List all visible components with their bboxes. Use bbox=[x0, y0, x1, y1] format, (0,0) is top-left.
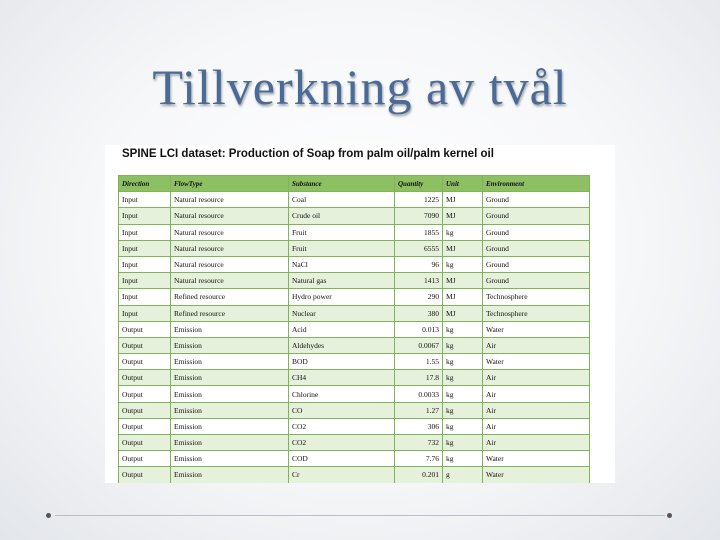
table-cell: 17.8 bbox=[395, 370, 443, 386]
table-cell: kg bbox=[443, 224, 483, 240]
table-cell: Air bbox=[483, 402, 590, 418]
table-cell: MJ bbox=[443, 240, 483, 256]
table-cell: Fruit bbox=[289, 224, 395, 240]
table-cell: 96 bbox=[395, 256, 443, 272]
table-cell: kg bbox=[443, 256, 483, 272]
table-cell: CH4 bbox=[289, 370, 395, 386]
table-cell: Aldehydes bbox=[289, 337, 395, 353]
table-cell: Refined resource bbox=[171, 289, 289, 305]
table-cell: Natural resource bbox=[171, 192, 289, 208]
table-cell: kg bbox=[443, 418, 483, 434]
table-cell: Natural resource bbox=[171, 273, 289, 289]
table-row bbox=[119, 289, 590, 305]
table-cell: 7.76 bbox=[395, 451, 443, 467]
table-cell: kg bbox=[443, 370, 483, 386]
table-row bbox=[119, 240, 590, 256]
table-cell: Water bbox=[483, 451, 590, 467]
table-cell: Input bbox=[119, 240, 171, 256]
table-row bbox=[119, 451, 590, 467]
table-cell: NaCl bbox=[289, 256, 395, 272]
table-cell: Emission bbox=[171, 370, 289, 386]
table-cell: 1.55 bbox=[395, 354, 443, 370]
table-cell: Output bbox=[119, 386, 171, 402]
table-cell: Natural resource bbox=[171, 256, 289, 272]
table-cell: Output bbox=[119, 467, 171, 483]
table-cell: Emission bbox=[171, 402, 289, 418]
table-cell: Natural resource bbox=[171, 224, 289, 240]
table-cell: Output bbox=[119, 402, 171, 418]
table-cell: Emission bbox=[171, 435, 289, 451]
table-row bbox=[119, 256, 590, 272]
table-cell: Ground bbox=[483, 240, 590, 256]
slide-title: Tillverkning av tvål bbox=[152, 59, 568, 115]
table-cell: Hydro power bbox=[289, 289, 395, 305]
column-header: Substance bbox=[289, 176, 395, 192]
table-cell: Emission bbox=[171, 354, 289, 370]
dataset-image-panel bbox=[105, 145, 615, 483]
table-cell: Air bbox=[483, 386, 590, 402]
lci-table bbox=[118, 175, 590, 483]
table-cell: Air bbox=[483, 337, 590, 353]
table-cell: Technosphere bbox=[483, 305, 590, 321]
table-cell: MJ bbox=[443, 192, 483, 208]
bottom-divider-line bbox=[55, 515, 665, 516]
table-cell: Fruit bbox=[289, 240, 395, 256]
table-cell: CO2 bbox=[289, 435, 395, 451]
table-cell: Ground bbox=[483, 224, 590, 240]
table-cell: Nuclear bbox=[289, 305, 395, 321]
table-cell: Emission bbox=[171, 321, 289, 337]
table-cell: g bbox=[443, 467, 483, 483]
table-cell: CO2 bbox=[289, 418, 395, 434]
table-cell: Emission bbox=[171, 451, 289, 467]
table-cell: Emission bbox=[171, 337, 289, 353]
table-row bbox=[119, 192, 590, 208]
table-cell: Output bbox=[119, 354, 171, 370]
table-cell: Output bbox=[119, 451, 171, 467]
table-cell: MJ bbox=[443, 273, 483, 289]
table-cell: 1225 bbox=[395, 192, 443, 208]
table-row bbox=[119, 224, 590, 240]
table-cell: Output bbox=[119, 321, 171, 337]
table-cell: Natural resource bbox=[171, 240, 289, 256]
table-cell: Output bbox=[119, 370, 171, 386]
table-cell: kg bbox=[443, 321, 483, 337]
table-row bbox=[119, 370, 590, 386]
table-cell: Input bbox=[119, 289, 171, 305]
table-cell: COD bbox=[289, 451, 395, 467]
left-ornament-dot bbox=[46, 513, 51, 518]
table-cell: Ground bbox=[483, 192, 590, 208]
table-cell: 0.201 bbox=[395, 467, 443, 483]
table-row bbox=[119, 208, 590, 224]
table-row bbox=[119, 305, 590, 321]
table-row bbox=[119, 418, 590, 434]
table-cell: 1413 bbox=[395, 273, 443, 289]
table-cell: Input bbox=[119, 208, 171, 224]
table-cell: Input bbox=[119, 224, 171, 240]
right-ornament-dot bbox=[667, 513, 672, 518]
table-cell: Ground bbox=[483, 256, 590, 272]
column-header: Quantity bbox=[395, 176, 443, 192]
table-cell: Water bbox=[483, 354, 590, 370]
table-cell: 306 bbox=[395, 418, 443, 434]
table-header-row bbox=[119, 176, 590, 192]
table-row bbox=[119, 386, 590, 402]
table-cell: kg bbox=[443, 451, 483, 467]
table-cell: 6555 bbox=[395, 240, 443, 256]
table-cell: 1855 bbox=[395, 224, 443, 240]
table-cell: MJ bbox=[443, 289, 483, 305]
table-cell: Ground bbox=[483, 273, 590, 289]
table-cell: kg bbox=[443, 354, 483, 370]
table-cell: Natural resource bbox=[171, 208, 289, 224]
table-cell: MJ bbox=[443, 305, 483, 321]
table-cell: 1.27 bbox=[395, 402, 443, 418]
table-cell: 7090 bbox=[395, 208, 443, 224]
table-cell: Refined resource bbox=[171, 305, 289, 321]
table-cell: 732 bbox=[395, 435, 443, 451]
table-cell: kg bbox=[443, 402, 483, 418]
table-cell: Cr bbox=[289, 467, 395, 483]
table-cell: Output bbox=[119, 337, 171, 353]
table-cell: Technosphere bbox=[483, 289, 590, 305]
column-header: Unit bbox=[443, 176, 483, 192]
table-row bbox=[119, 467, 590, 483]
table-cell: kg bbox=[443, 337, 483, 353]
table-cell: Emission bbox=[171, 386, 289, 402]
table-cell: Chlorine bbox=[289, 386, 395, 402]
table-cell: Ground bbox=[483, 208, 590, 224]
dataset-title: SPINE LCI dataset: Production of Soap from palm oil/palm kernel oil bbox=[122, 148, 494, 160]
table-cell: Water bbox=[483, 467, 590, 483]
table-cell: Emission bbox=[171, 418, 289, 434]
table-cell: Input bbox=[119, 273, 171, 289]
table-cell: 290 bbox=[395, 289, 443, 305]
table-cell: Water bbox=[483, 321, 590, 337]
table-cell: Crude oil bbox=[289, 208, 395, 224]
table-cell: Air bbox=[483, 370, 590, 386]
table-cell: Input bbox=[119, 305, 171, 321]
table-row bbox=[119, 354, 590, 370]
table-row bbox=[119, 337, 590, 353]
table-cell: 0.0067 bbox=[395, 337, 443, 353]
table-row bbox=[119, 435, 590, 451]
table-cell: kg bbox=[443, 386, 483, 402]
table-cell: Coal bbox=[289, 192, 395, 208]
table-cell: kg bbox=[443, 435, 483, 451]
table-cell: Output bbox=[119, 418, 171, 434]
table-cell: CO bbox=[289, 402, 395, 418]
table-cell: Input bbox=[119, 192, 171, 208]
table-cell: Input bbox=[119, 256, 171, 272]
table-cell: Emission bbox=[171, 467, 289, 483]
table-row bbox=[119, 321, 590, 337]
table-cell: 0.013 bbox=[395, 321, 443, 337]
table-cell: 380 bbox=[395, 305, 443, 321]
table-row bbox=[119, 273, 590, 289]
table-cell: Acid bbox=[289, 321, 395, 337]
table-cell: Air bbox=[483, 418, 590, 434]
table-cell: Natural gas bbox=[289, 273, 395, 289]
table-cell: Air bbox=[483, 435, 590, 451]
table-cell: 0.0033 bbox=[395, 386, 443, 402]
table-cell: Output bbox=[119, 435, 171, 451]
table-row bbox=[119, 402, 590, 418]
column-header: FlowType bbox=[171, 176, 289, 192]
column-header: Direction bbox=[119, 176, 171, 192]
table-cell: BOD bbox=[289, 354, 395, 370]
table-cell: MJ bbox=[443, 208, 483, 224]
column-header: Environment bbox=[483, 176, 590, 192]
